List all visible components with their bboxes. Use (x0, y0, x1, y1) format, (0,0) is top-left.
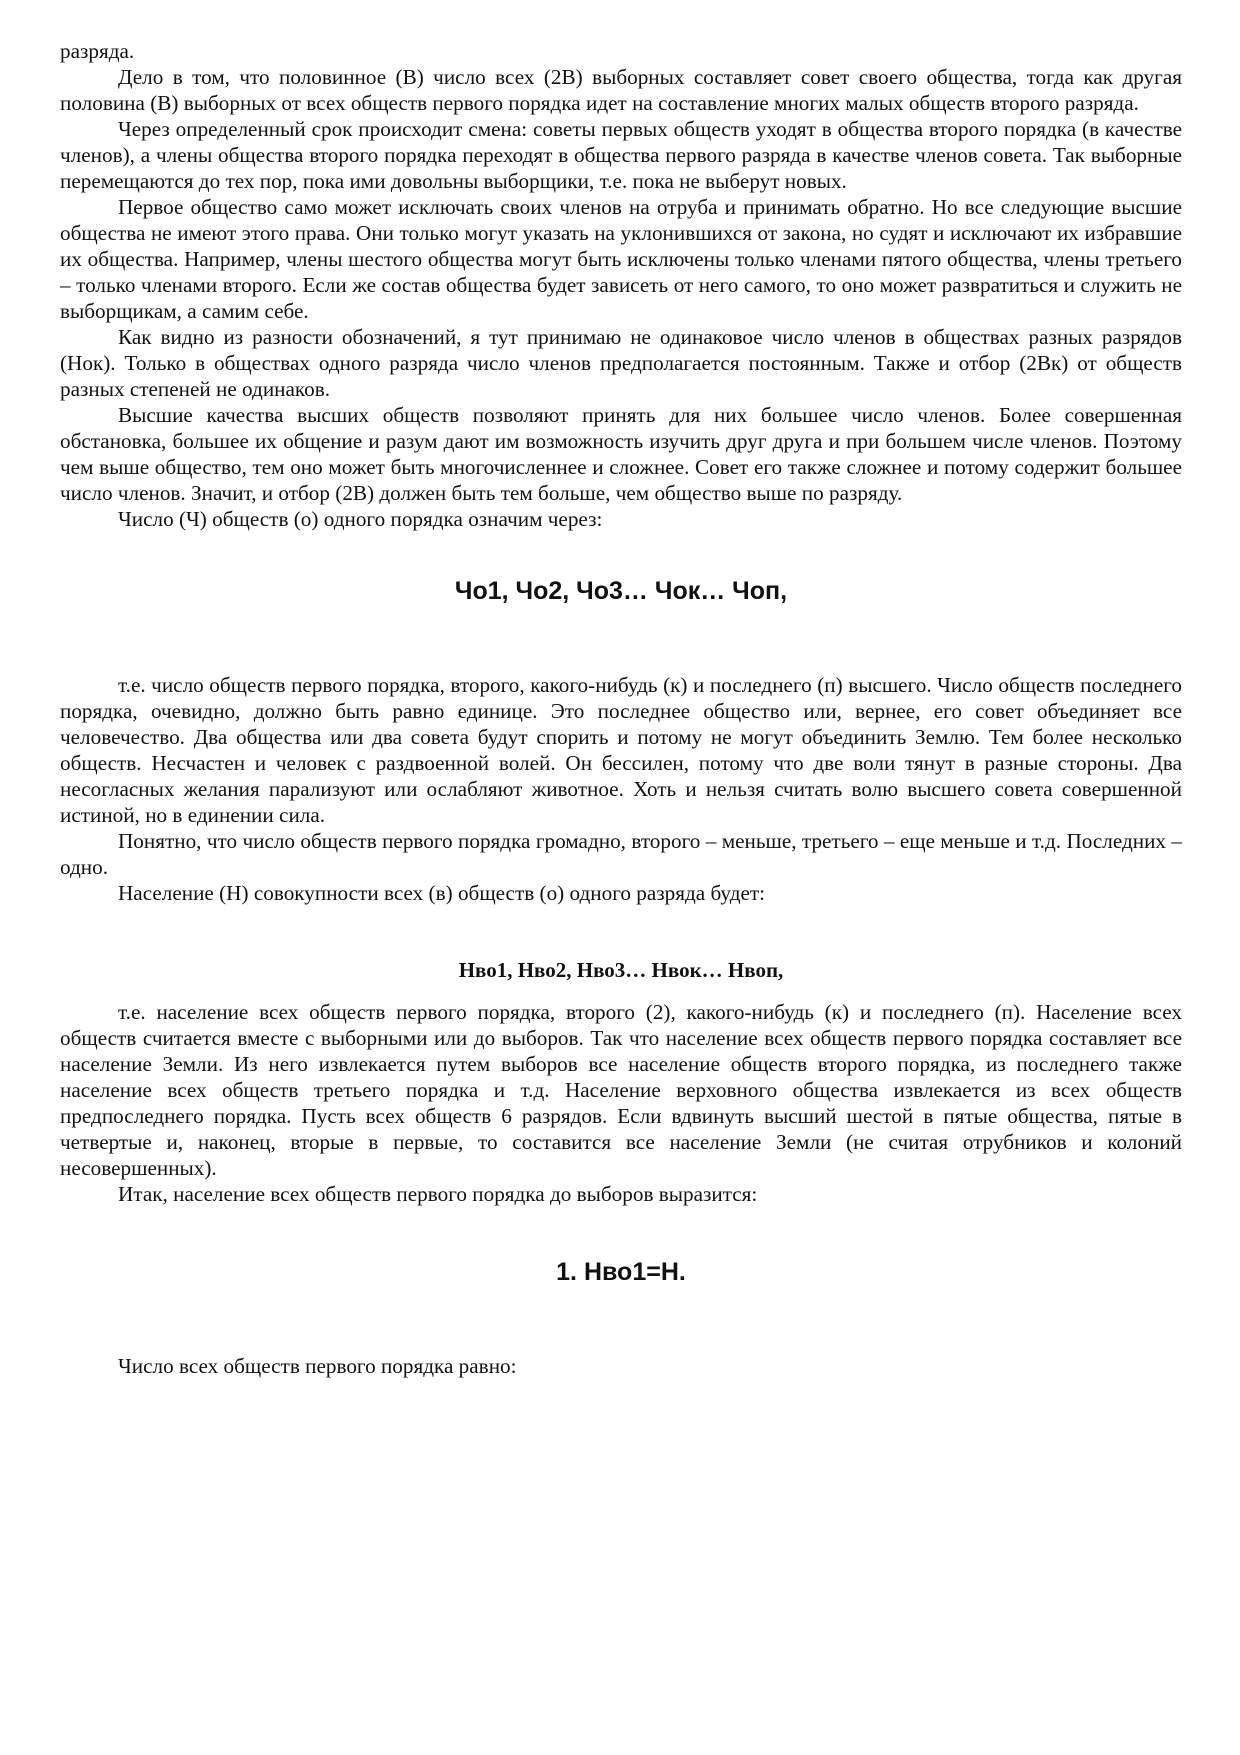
paragraph-first-order-count: Число всех обществ первого порядка равно: (118, 1354, 517, 1378)
paragraph-population-intro: Население (Н) совокупности всех (в) обществ (о) одного разряда будет: (118, 881, 766, 905)
paragraph-population-explained: т.е. население всех обществ первого порядка, второго (2), какого-нибудь (к) и последнего (п). Население всех обществ считается вместе с выборными или до выборов. Так что население всех обществ первого порядка составляет все население Земли. Из него извлекается путем выборов все население обществ второго порядка, из последнего также население всех обществ третьего порядка и т.д. Население верховного общества извлекается из всех обществ предпоследнего порядка. Пусть всех обществ 6 разрядов. Если вдвинуть высший шестой в пятые общества, пятые в четвертые и, наконец, вторые в первые, то составится все население Земли (не считая отрубников и колоний несовершенных). (60, 1000, 1182, 1180)
paragraph-rotation: Через определенный срок происходит смена: советы первых обществ уходят в общества второго порядка (в качестве членов), а члены общества второго порядка переходят в общества первого разряда в качестве членов совета. Так выборные перемещаются до тех пор, пока ими довольны выборщики, т.е. пока не выберут новых. (60, 117, 1182, 193)
formula-society-count: Чо1, Чо2, Чо3… Чок… Чоп, (454, 577, 788, 605)
paragraph-last-society: т.е. число обществ первого порядка, второго, какого-нибудь (к) и последнего (п) высшего. Число обществ последнего порядка, очевидно, должно быть равно единице. Это последнее общество или, вернее, его совет объединяет все человечество. Два общества или два совета будут спорить и потому не могут объединить Землю. Тем более несколько обществ. Несчастен и человек с раздвоенной волей. Он бессилен, потому что две воли тянут в разные стороны. Два несогласных желания парализуют или ослабляют животное. Хоть и нельзя считать волю высшего совета совершенной истиной, но в единении сила. (60, 673, 1182, 827)
paragraph-half-electors: Дело в том, что половинное (В) число всех (2В) выборных составляет совет своего общества, тогда как другая половина (В) выборных от всех обществ первого порядка идет на составление многих малых обществ второго разряда. (60, 65, 1182, 115)
formula-equation-1: 1. Нво1=Н. (556, 1258, 686, 1286)
paragraph-exclusion: Первое общество само может исключать своих членов на отруба и принимать обратно. Но все следующие высшие общества не имеют этого права. Они только могут указать на уклонившихся от закона, но судят и исключают их избравшие их общества. Например, члены шестого общества могут быть исключены только членами пятого общества, члены третьего – только членами второго. Если же состав общества будет зависеть от него самого, то оно может развратиться и служить не выборщикам, а самим себе. (60, 195, 1182, 323)
document-page (60, 38, 1182, 1379)
paragraph-notation: Как видно из разности обозначений, я тут принимаю не одинаковое число членов в обществах разных разрядов (Нок). Только в обществах одного разряда число членов предполагается постоянным. Также и отбор (2Вк) от обществ разных степеней не одинаков. (60, 325, 1182, 401)
paragraph-number-intro: Число (Ч) обществ (о) одного порядка означим через: (118, 507, 603, 531)
paragraph-count-order: Понятно, что число обществ первого порядка громадно, второго – меньше, третьего – еще меньше и т.д. Последних – одно. (60, 829, 1182, 879)
formula-population: Нво1, Нво2, Нво3… Нвок… Нвоп, (458, 958, 784, 982)
paragraph-higher-qualities: Высшие качества высших обществ позволяют принять для них большее число членов. Более совершенная обстановка, большее их общение и разум дают им возможность изучить друг друга и при большем числе членов. Поэтому чем выше общество, тем оно может быть многочисленнее и сложнее. Совет его также сложнее и потому содержит большее число членов. Значит, и отбор (2В) должен быть тем больше, чем общество выше по разряду. (60, 403, 1182, 505)
paragraph-continuation: разряда. (60, 39, 135, 63)
paragraph-first-order-population: Итак, население всех обществ первого порядка до выборов выразится: (118, 1182, 758, 1206)
